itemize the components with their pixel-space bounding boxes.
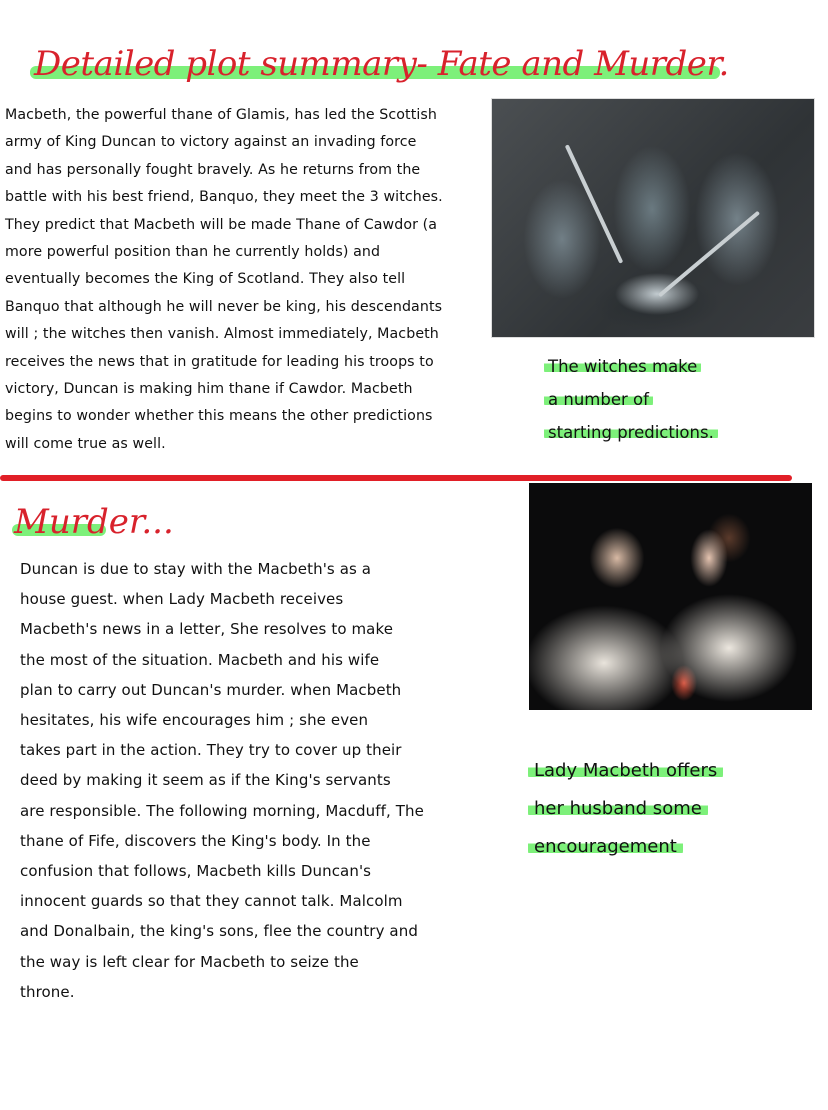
text-line: hesitates, his wife encourages him ; she even [20, 711, 369, 730]
section-divider [0, 475, 792, 481]
text-line: will come true as well. [5, 435, 166, 452]
caption-line: her husband some [528, 798, 708, 819]
text-line: army of King Duncan to victory against an invading force [5, 134, 417, 151]
text-line: takes part in the action. They try to cover up their [20, 741, 402, 760]
text-line: house guest. when Lady Macbeth receives [20, 590, 344, 609]
text-line: thane of Fife, discovers the King's body. In the [20, 831, 371, 850]
text-line: Macbeth's news in a letter, She resolves to make [20, 620, 394, 639]
text-line: are responsible. The following morning, Macduff, The [20, 801, 424, 820]
text-line: the most of the situation. Macbeth and his wife [20, 650, 380, 669]
caption-line: encouragement [528, 836, 683, 857]
text-line: the way is left clear for Macbeth to seize the [20, 952, 359, 971]
text-line: Banquo that although he will never be king, his descendants [5, 298, 443, 315]
caption-line: starting predictions. [544, 423, 718, 442]
text-line: They predict that Macbeth will be made Thane of Cawdor (a [5, 216, 438, 233]
text-line: battle with his best friend, Banquo, they meet the 3 witches. [5, 189, 443, 206]
text-line: receives the news that in gratitude for leading his troops to [5, 353, 434, 370]
text-line: will ; the witches then vanish. Almost immediately, Macbeth [5, 326, 439, 343]
witches-caption [544, 350, 718, 449]
text-line: Macbeth, the powerful thane of Glamis, has led the Scottish [5, 107, 437, 123]
text-line: eventually becomes the King of Scotland. They also tell [5, 271, 406, 288]
fate-paragraph [5, 102, 485, 458]
caption-line: The witches make [544, 357, 701, 376]
text-line: begins to wonder whether this means the other predictions [5, 408, 433, 425]
text-line: more powerful position than he currently holds) and [5, 244, 381, 261]
text-line: confusion that follows, Macbeth kills Duncan's [20, 862, 372, 881]
lady-macbeth-photo [529, 483, 812, 710]
text-line: and Donalbain, the king's sons, flee the country and [20, 922, 418, 941]
caption-line: a number of [544, 390, 653, 409]
text-line: Duncan is due to stay with the Macbeth's as a [20, 560, 372, 578]
murder-paragraph [20, 554, 480, 1007]
witches-image [491, 98, 815, 338]
text-line: innocent guards so that they cannot talk. Malcolm [20, 892, 403, 911]
murder-heading: Murder... [14, 502, 174, 542]
page-title: Detailed plot summary- Fate and Murder. [34, 44, 729, 84]
caption-line: Lady Macbeth offers [528, 760, 723, 781]
text-line: and has personally fought bravely. As he returns from the [5, 161, 421, 178]
encouragement-caption [528, 752, 723, 866]
text-line: plan to carry out Duncan's murder. when Macbeth [20, 680, 402, 699]
text-line: deed by making it seem as if the King's servants [20, 771, 391, 790]
text-line: victory, Duncan is making him thane if Cawdor. Macbeth [5, 381, 413, 398]
text-line: throne. [20, 982, 75, 1001]
